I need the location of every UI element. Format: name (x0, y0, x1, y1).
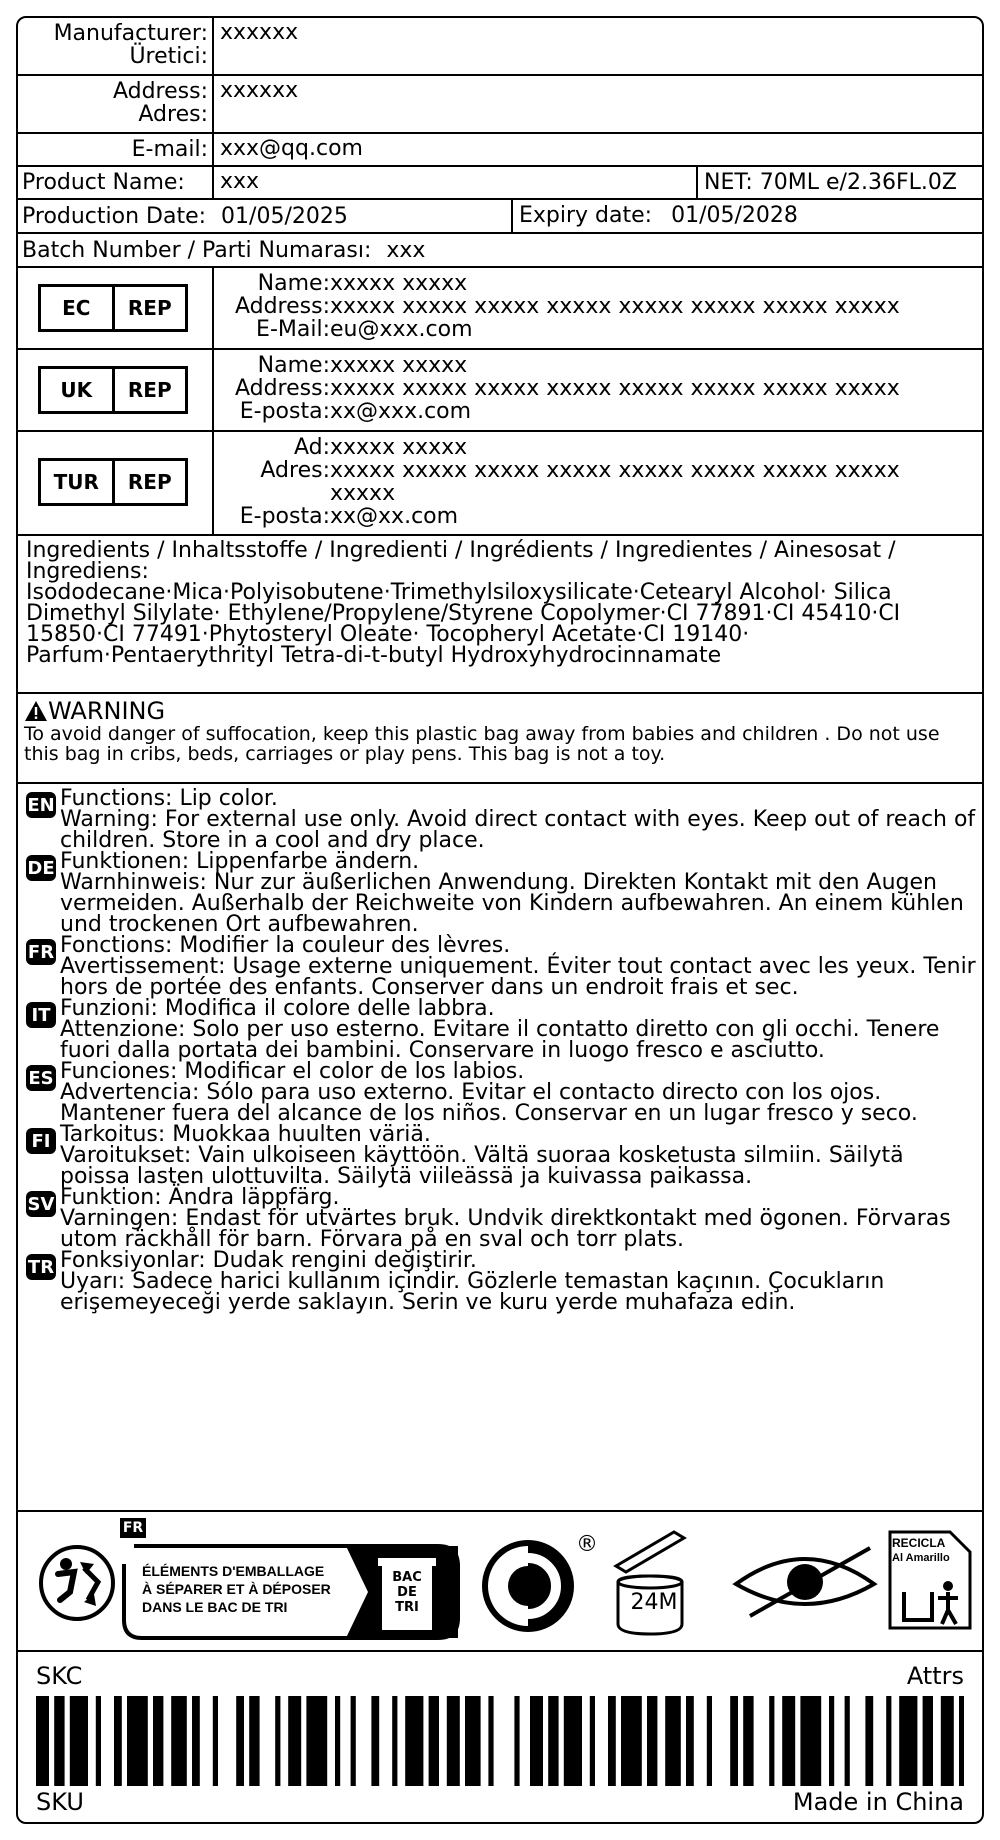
tur-rep-left: TUR (41, 461, 115, 503)
barcode-bar (447, 1696, 460, 1786)
barcode-bar (275, 1696, 280, 1786)
barcode-bar (886, 1696, 891, 1786)
pao-period: 24M (630, 1590, 678, 1615)
barcode-bar (769, 1696, 774, 1786)
barcode-bar (686, 1696, 694, 1786)
fi-functions: Tarkoitus: Muokkaa huulten väriä. (60, 1122, 431, 1147)
tur-rep-name: xxxxx xxxxx (330, 435, 468, 460)
barcode-bar (153, 1696, 163, 1786)
tur-rep-row (18, 432, 982, 536)
product-label (16, 16, 984, 1824)
expiry-date-value: 01/05/2028 (671, 203, 798, 228)
tr-functions: Fonksiyonlar: Dudak rengini değiştirir. (60, 1248, 477, 1273)
warning-section (18, 694, 982, 784)
triman-line3: DANS LE BAC DE TRI (142, 1599, 288, 1615)
barcode-bar (647, 1696, 657, 1786)
ec-rep-symbol (38, 284, 188, 332)
barcode-bar (36, 1696, 49, 1786)
bin-line1: BAC (392, 1570, 422, 1585)
uk-rep-right: REP (127, 378, 172, 402)
ingredients-section (18, 536, 982, 694)
triman-country: FR (120, 1518, 146, 1538)
uk-rep-email: xx@xxx.com (330, 399, 472, 424)
ec-rep-name-label: Name: (257, 271, 330, 296)
barcode-bar (171, 1696, 187, 1786)
sv-warning: Varningen: Endast för utvärtes bruk. Undvik direktkontakt med ögonen. Förvaras utom räckhåll för barn. Förvara på en sval och torr plats. (60, 1206, 951, 1252)
triman-line1: ÉLÉMENTS D'EMBALLAGE (142, 1563, 325, 1579)
product-value: xxx (214, 167, 698, 198)
barcode-bar (899, 1696, 917, 1786)
production-date-value: 01/05/2025 (221, 204, 348, 229)
barcode-bar (236, 1696, 244, 1786)
barcode-bar (608, 1696, 616, 1786)
tur-rep-name-label: Ad: (293, 435, 330, 460)
barcode-bar (54, 1696, 64, 1786)
barcode-bar (429, 1696, 439, 1786)
barcode-bar (923, 1696, 933, 1786)
lang-block-sv (26, 1187, 976, 1250)
uk-rep-name-label: Name: (257, 353, 330, 378)
address-row (18, 76, 982, 134)
barcode-section (18, 1652, 982, 1824)
tur-rep-address-label: Adres: (260, 458, 330, 483)
pao-jar-icon (610, 1526, 698, 1638)
uk-rep-row (18, 350, 982, 432)
attrs-label: Attrs (906, 1662, 964, 1690)
triman-info-tri (120, 1518, 468, 1642)
uk-rep-info (204, 354, 960, 423)
green-dot-icon (478, 1536, 578, 1636)
uk-rep-name: xxxxx xxxxx (330, 353, 468, 378)
address-label-tr: Adres: (138, 102, 208, 127)
it-badge: IT (26, 1002, 56, 1028)
de-functions: Funktionen: Lippenfarbe ändern. (60, 849, 420, 874)
barcode-bar (335, 1696, 340, 1786)
lang-block-en (26, 788, 976, 851)
barcode-bar (288, 1696, 301, 1786)
fi-badge: FI (26, 1128, 56, 1154)
barcode-bar (621, 1696, 642, 1786)
recicla-subtitle: Al Amarillo (892, 1552, 950, 1564)
skc-label: SKC (36, 1662, 83, 1690)
barcode-bar (351, 1696, 356, 1786)
expiry-date-label: Expiry date: (519, 203, 653, 228)
barcode-bar (782, 1696, 795, 1786)
ec-rep-info (204, 272, 960, 341)
email-value: xxx@qq.com (220, 136, 363, 161)
ingredients-heading: Ingredients / Inhaltsstoffe / Ingredienti / Ingrédients / Ingredientes / Ainesosat / Ingrediens: (26, 538, 896, 584)
product-row (18, 167, 982, 200)
lang-block-tr (26, 1250, 976, 1313)
manufacturer-label: Manufacturer: (53, 21, 208, 46)
sku-label: SKU (36, 1788, 84, 1816)
batch-value: xxx (386, 238, 426, 263)
recicla-badge (886, 1528, 974, 1632)
net-volume: NET: 70ML e/2.36FL.0Z (704, 170, 957, 195)
barcode-bar (564, 1696, 582, 1786)
lang-block-fi (26, 1124, 976, 1187)
barcode-bar (665, 1696, 681, 1786)
tur-rep-email-label: E-posta: (239, 504, 330, 529)
sv-badge: SV (26, 1191, 56, 1217)
bin-line2: DE (397, 1585, 417, 1600)
barcode-bar (865, 1696, 873, 1786)
lang-block-de (26, 851, 976, 935)
tur-rep-address: xxxxx xxxxx xxxxx xxxxx xxxxx xxxxx xxxxx xxxxx xxxxx (330, 458, 900, 506)
fi-warning: Varoitukset: Vain ulkoiseen käyttöön. Vältä suoraa kosketusta silmiin. Säilytä poissa lasten ulottuvilta. Säilytä viileässä ja kuivassa paikassa. (60, 1143, 904, 1189)
barcode-bar (941, 1696, 954, 1786)
barcode-bar (488, 1696, 493, 1786)
de-warning: Warnhinweis: Nur zur äußerlichen Anwendung. Direkten Kontakt mit den Augen vermeiden. Außerhalb der Reichweite von Kindern aufbewahren. An einem kühlen und trockenen Ort aufbewahren. (60, 870, 964, 937)
ec-rep-left: EC (41, 287, 115, 329)
it-warning: Attenzione: Solo per uso esterno. Evitare il contatto diretto con gli occhi. Tenere fuori dalla portata dei bambini. Conservare in luogo fresco e asciutto. (60, 1017, 940, 1063)
address-label: Address: (112, 79, 208, 104)
lang-block-it (26, 998, 976, 1061)
lang-block-fr (26, 935, 976, 998)
warning-title: WARNING (48, 697, 166, 725)
ec-rep-right: REP (127, 296, 172, 320)
uk-rep-left: UK (41, 369, 115, 411)
es-functions: Funciones: Modificar el color de los labios. (60, 1059, 525, 1084)
barcode (36, 1696, 964, 1786)
symbols-row (18, 1512, 982, 1652)
sv-functions: Funktion: Ändra läppfärg. (60, 1185, 340, 1210)
email-row (18, 134, 982, 167)
recycling-people-icon (36, 1542, 118, 1624)
uk-rep-address-label: Address: (234, 376, 330, 401)
bin-line3: TRI (395, 1600, 419, 1615)
barcode-bar (590, 1696, 595, 1786)
barcode-bar (114, 1696, 122, 1786)
fr-warning: Avertissement: Usage externe uniquement. Éviter tout contact avec les yeux. Tenir hors de portée des enfants. Conserver dans un endroit frais et sec. (60, 954, 976, 1000)
ingredients-list: Isododecane·Mica·Polyisobutene·Trimethylsiloxysilicate·Cetearyl Alcohol· Silica Dimethyl Silylate· Ethylene/Propylene/Styrene Copolymer·CI 77891·CI 45410·CI 15850·CI 77491·Phytosteryl Oleate· Tocopheryl Acetate·CI 19140· Parfum·Pentaerythrityl Tetra-di-t-butyl Hydroxyhydrocinnamate (26, 580, 901, 668)
barcode-bar (743, 1696, 753, 1786)
lang-block-es (26, 1061, 976, 1124)
barcode-bar (707, 1696, 712, 1786)
barcode-bar (530, 1696, 543, 1786)
production-date-label: Production Date: (22, 204, 207, 229)
it-functions: Funzioni: Modifica il colore delle labbra. (60, 996, 495, 1021)
barcode-bar (514, 1696, 519, 1786)
fr-badge: FR (26, 939, 56, 965)
es-warning: Advertencia: Sólo para uso externo. Evitar el contacto directo con los ojos. Mantener fuera del alcance de los niños. Conservar en un lugar fresco y seco. (60, 1080, 918, 1126)
ec-rep-name: xxxxx xxxxx (330, 271, 468, 296)
batch-row (18, 234, 982, 268)
tur-rep-info (204, 436, 960, 528)
manufacturer-row (18, 18, 982, 76)
uk-rep-address: xxxxx xxxxx xxxxx xxxxx xxxxx xxxxx xxxxx xxxxx (330, 376, 900, 401)
barcode-bar (730, 1696, 738, 1786)
address-value: xxxxxx (220, 78, 299, 103)
tr-badge: TR (26, 1254, 56, 1280)
ec-rep-address-label: Address: (234, 294, 330, 319)
registered-mark: ® (576, 1532, 598, 1557)
uk-rep-symbol (38, 366, 188, 414)
fr-functions: Fonctions: Modifier la couleur des lèvres. (60, 933, 511, 958)
barcode-bar (845, 1696, 850, 1786)
en-badge: EN (26, 792, 56, 818)
barcode-bar (127, 1696, 148, 1786)
ec-rep-email-label: E-Mail: (256, 317, 330, 342)
origin-label: Made in China (792, 1788, 964, 1816)
barcode-bar (371, 1696, 379, 1786)
es-badge: ES (26, 1065, 56, 1091)
barcode-bar (192, 1696, 200, 1786)
barcode-bar (465, 1696, 481, 1786)
tur-rep-email: xx@xx.com (330, 504, 459, 529)
barcode-bar (829, 1696, 834, 1786)
tur-rep-right: REP (127, 470, 172, 494)
barcode-bar (96, 1696, 101, 1786)
ec-rep-address: xxxxx xxxxx xxxxx xxxxx xxxxx xxxxx xxxxx xxxxx (330, 294, 900, 319)
barcode-bar (249, 1696, 259, 1786)
warning-triangle-icon (24, 700, 48, 722)
barcode-bar (392, 1696, 397, 1786)
barcode-bar (306, 1696, 327, 1786)
warning-text: To avoid danger of suffocation, keep this plastic bag away from babies and children . Do not use this bag in cribs, beds, carriages or play pens. This bag is not a toy. (24, 723, 940, 765)
language-section (18, 784, 982, 1512)
manufacturer-value: xxxxxx (220, 20, 299, 45)
barcode-bar (548, 1696, 558, 1786)
manufacturer-label-tr: Üretici: (129, 44, 208, 69)
uk-rep-email-label: E-posta: (239, 399, 330, 424)
ec-rep-row (18, 268, 982, 350)
barcode-bar (959, 1696, 964, 1786)
ec-rep-email: eu@xxx.com (330, 317, 473, 342)
recicla-title: RECICLA (892, 1536, 946, 1550)
product-label: Product Name: (18, 167, 214, 198)
tr-warning: Uyarı: Sadece harici kullanım içindir. Gözlerle temastan kaçının. Çocukların erişemeyeceği yerde saklayın. Serin ve kuru yerde muhafaza edin. (60, 1269, 885, 1315)
triman-line2: À SÉPARER ET À DÉPOSER (142, 1581, 331, 1597)
barcode-bar (213, 1696, 218, 1786)
barcode-bar (800, 1696, 821, 1786)
dates-row (18, 200, 982, 234)
tur-rep-symbol (38, 458, 188, 506)
barcode-bar (70, 1696, 88, 1786)
barcode-bar (405, 1696, 423, 1786)
email-label: E-mail: (18, 134, 214, 165)
eye-warning-icon (730, 1544, 880, 1624)
en-warning: Warning: For external use only. Avoid direct contact with eyes. Keep out of reach of children. Store in a cool and dry place. (60, 807, 976, 853)
de-badge: DE (26, 855, 56, 881)
batch-label: Batch Number / Parti Numarası: (22, 238, 372, 263)
en-functions: Functions: Lip color. (60, 786, 278, 811)
